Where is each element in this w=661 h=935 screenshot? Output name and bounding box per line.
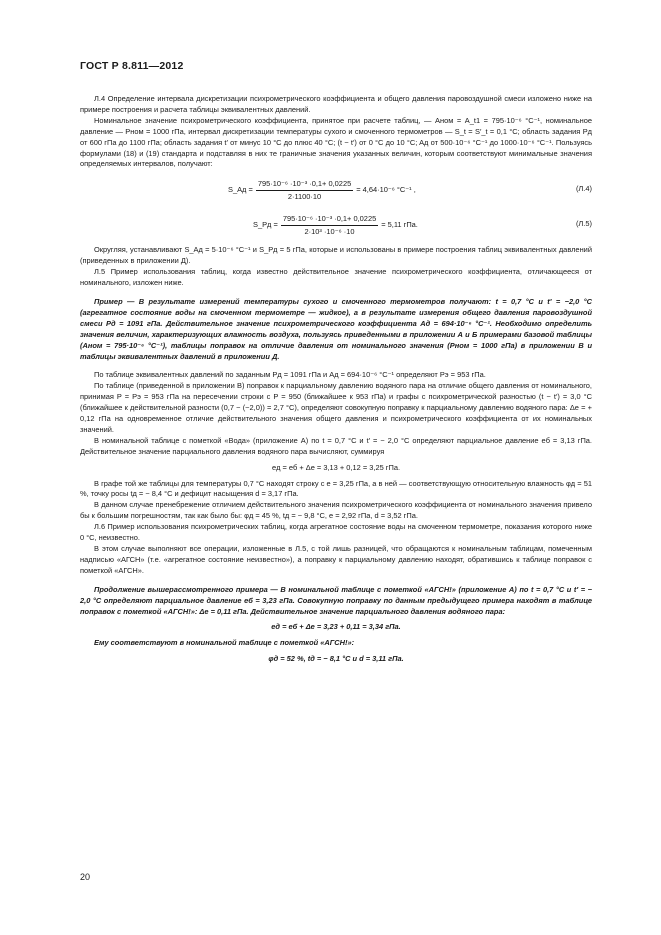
paragraph-l4: Л.4 Определение интервала дискретизации психрометрического коэффициента и общего давления паровоздушной смеси изложено ниже на примере построения и расчета таблицы эквивалентных давлений.: [80, 94, 592, 114]
formula-partial-pressure-2: eд = eб + Δe = 3,23 + 0,11 = 3,34 гПа.: [271, 622, 401, 632]
paragraph-correction-table: По таблице (приведенной в приложении В) поправок к парциальному давлению водяного пара на отличие общего давления от номинального, принимая P = Pэ = 953 гПа на пересечении строки с P = 950 (ближайшее к 953 гПа) и графы с психрометрической разностью (t − t′) = 3,0 °C (ближайшее к действительной разности (0,7 − (−2,0)) = 2,7 °C), определяют совокупную поправку к парциальному давлению водяного пара: Δe = + 0,12 гПа на одновременное отличие действительного значения общего давления и психрометрического коэффициента от их номинальных значений.: [80, 381, 592, 434]
formula-l5-lhs: S_Pд =: [253, 219, 278, 229]
example-continuation: Продолжение вышерассмотренного примера — В номинальной таблице с пометкой «АГСН!» (приложение А) по t = 0,7 °C и t′ = − 2,0 °C определяют парциальное давление eб = 3,23 гПа. Совокупную поправку по данным предыдущего примера находят в таблице поправок с пометкой «АГСН!»: Δe = 0,11 гПа. Действительное значение парциального давления водяного пара:: [80, 584, 592, 616]
example-paragraph: Пример — В результате измерений температуры сухого и смоченного термометров получают: t = 0,7 °C и t′ = −2,0 °C (агрегатное состояние воды на смоченном термометре — жидкое), а в результате измерения общего давления паровоздушной смеси Pд = 1091 гПа. Действительное значение психрометрического коэффициента Aд = 694·10⁻⁶ °C⁻¹. Необходимо определить значения величин, характеризующих влажность воздуха, пользуясь приведенными в приложении А и Б примерами базовой таблицы (Aном = 795·10⁻⁶ °C⁻¹), таблицы поправок на отличие давления от номинального значения (Pном = 1000 гПа) в приложении В и таблицы эквивалентных давлений в приложении Д.: [80, 296, 592, 361]
paragraph-equivalent-pressure: По таблице эквивалентных давлений по заданным Pд = 1091 гПа и Aд = 694·10⁻⁶ °C⁻¹ определяют Pэ = 953 гПа.: [94, 370, 486, 380]
paragraph-l5: Л.5 Пример использования таблиц, когда известно действительное значение психрометрического коэффициента, отличающееся от номинального, изложен ниже.: [80, 267, 592, 288]
formula-l5-fraction: [281, 214, 378, 237]
page-content: [80, 94, 592, 665]
paragraph-nominal-values: Номинальное значение психрометрического коэффициента, принятое при расчете таблиц, — Aном = A_t1 = 795·10⁻⁶ °C⁻¹, номинальное давление — Pном = 1000 гПа, интервал дискретизации температуры сухого и смоченного термометров — S_t = S′_t = 0,1 °C; область задания Pд от 600 гПа до 1100 гПа; область задания t′ от минус 10 °C до плюс 40 °C; (t − t′) от 0 °C до 10 °C; Aд от 500·10⁻⁶ °C⁻¹ до 1000·10⁻⁶ °C⁻¹. Пользуясь формулами (18) и (19) стандарта и подставляя в них те граничные значения указанных величин, которым соответствуют минимальные значения определяемых интервалов, получают:: [80, 115, 592, 169]
paragraph-l6: Л.6 Пример использования психрометрических таблиц, когда агрегатное состояние воды на смоченном термометре, показания которого ниже 0 °C, неизвестно.: [80, 522, 592, 543]
formula-l4-rhs: = 4,64·10⁻⁶ °C⁻¹ ,: [356, 184, 416, 194]
paragraph-agsn-tables: В этом случае выполняют все операции, изложенные в Л.5, с той лишь разницей, что обращаются к номинальным таблицам, помеченным надписью «АГСН» (т.е. «агрегатное состояние неизвестно»), а поправку к парциальному давлению находят, обратившись к таблице поправок с пометкой «АГСН».: [80, 544, 592, 575]
formula-l5-denominator: 2·10³ ·10⁻⁶ ·10: [304, 226, 355, 236]
paragraph-rounding: Округляя, устанавливают S_Aд = 5·10⁻⁶ °C⁻¹ и S_Pд = 5 гПа, которые и использованы в примере построения таблиц эквивалентных давлений (приведенных в приложении Д).: [80, 245, 592, 266]
formula-humidity-result: φд = 52 %, tд = − 8,1 °C и d = 3,11 гПа.: [268, 654, 404, 664]
paragraph-neglect-error: В данном случае пренебрежение отличием действительного значения психрометрического коэффициента от номинального значения привело бы к большим погрешностям, так как было бы: φд = 45 %, tд = − 9,8 °C, e = 2,92 гПа, d = 3,52 гПа.: [80, 500, 592, 521]
standard-code-header: ГОСТ Р 8.811—2012: [80, 60, 184, 72]
paragraph-correspondence: Ему соответствуют в номинальной таблице с пометкой «АГСН!»:: [94, 638, 355, 648]
paragraph-humidity-values: В графе той же таблицы для температуры 0,7 °C находят строку с e = 3,25 гПа, а в ней — соответствующую относительную влажность φд = 51 %, точку росы tд = − 8,4 °C и дефицит насыщения d = 3,17 гПа.: [80, 478, 592, 499]
formula-l5-rhs: = 5,11 гПа.: [381, 219, 418, 229]
formula-l4: [80, 175, 592, 205]
paragraph-nominal-table-water: В номинальной таблице с пометкой «Вода» (приложение А) по t = 0,7 °C и t′ = − 2,0 °C определяют парциальное давление eб = 3,13 гПа. Действительное значение парциального давления водяного пара вычисляют, суммируя: [80, 435, 592, 456]
formula-l4-denominator: 2·1100·10: [287, 191, 322, 201]
formula-l5-number: (Л.5): [575, 219, 592, 229]
formula-partial-pressure-1: eд = eб + Δe = 3,13 + 0,12 = 3,25 гПа.: [271, 462, 401, 472]
formula-l5-numerator: 795·10⁻⁶ ·10⁻³ ·0,1+ 0,0225: [281, 214, 378, 226]
page-number: 20: [80, 872, 91, 882]
formula-l4-numerator: 795·10⁻⁶ ·10⁻³ ·0,1+ 0,0225: [256, 179, 353, 191]
formula-l4-number: (Л.4): [575, 184, 592, 194]
formula-l4-fraction: [256, 179, 353, 202]
formula-l4-lhs: S_Aд =: [228, 184, 253, 194]
formula-l5: [80, 210, 592, 240]
